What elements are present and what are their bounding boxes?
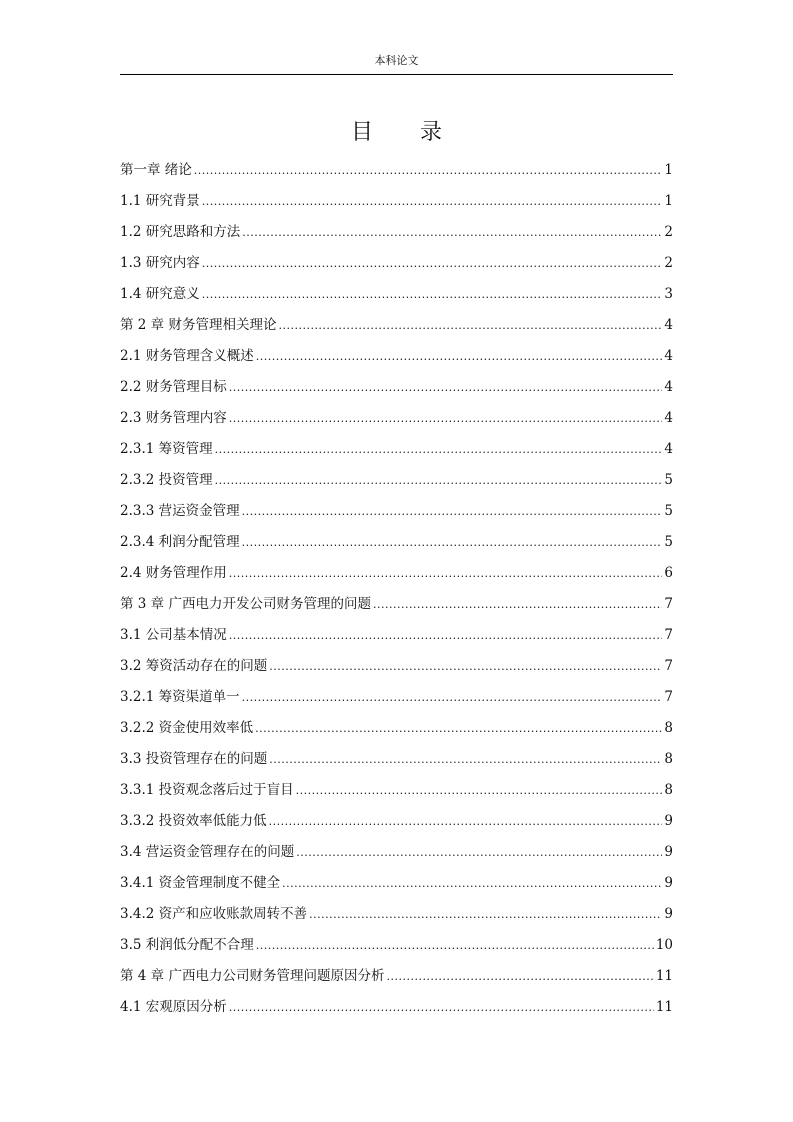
toc-entry[interactable] (120, 930, 673, 961)
dot-leader (278, 310, 662, 341)
toc-entry-label: 2.1 财务管理含义概述 (120, 348, 254, 364)
dot-leader (229, 620, 663, 651)
dot-leader (229, 403, 663, 434)
toc-entry-page-number: 8 (664, 782, 673, 798)
toc-entry-label: 3.1 公司基本情况 (120, 627, 227, 643)
dot-leader (229, 372, 663, 403)
toc-entry[interactable] (120, 868, 673, 899)
dot-leader (309, 899, 662, 930)
toc-entry[interactable] (120, 217, 673, 248)
dot-leader (242, 682, 663, 713)
toc-entry-label: 第一章 绪论 (120, 162, 192, 178)
toc-entry-label: 3.4.1 资金管理制度不健全 (120, 875, 281, 891)
dot-leader (202, 248, 663, 279)
dot-leader (202, 279, 663, 310)
toc-entry[interactable] (120, 186, 673, 217)
toc-entry[interactable] (120, 372, 673, 403)
toc-entry[interactable] (120, 496, 673, 527)
toc-entry-page-number: 9 (664, 813, 673, 829)
toc-entry-page-number: 9 (664, 844, 673, 860)
toc-entry[interactable] (120, 155, 673, 186)
dot-leader (269, 651, 662, 682)
toc-entry-page-number: 4 (664, 348, 673, 364)
toc-entry[interactable] (120, 775, 673, 806)
toc-entry-label: 3.2 筹资活动存在的问题 (120, 658, 268, 674)
toc-entry-page-number: 2 (664, 224, 673, 240)
dot-leader (282, 868, 662, 899)
toc-entry-page-number: 4 (664, 317, 673, 333)
toc-entry[interactable] (120, 961, 673, 992)
dot-leader (256, 341, 663, 372)
toc-entry-label: 1.1 研究背景 (120, 193, 200, 209)
toc-entry-label: 2.3.3 营运资金管理 (120, 503, 240, 519)
dot-leader (242, 217, 662, 248)
toc-entry-label: 1.2 研究思路和方法 (120, 224, 241, 240)
toc-entry-label: 第 3 章 广西电力开发公司财务管理的问题 (120, 596, 371, 612)
toc-entry[interactable] (120, 620, 673, 651)
toc-entry-page-number: 7 (664, 658, 673, 674)
dot-leader (215, 434, 663, 465)
toc-entry-page-number: 1 (664, 162, 673, 178)
toc-entry[interactable] (120, 806, 673, 837)
dot-leader (229, 992, 654, 1023)
toc-entry-page-number: 2 (664, 255, 673, 271)
toc-entry-label: 3.3.1 投资观念落后过于盲目 (120, 782, 294, 798)
toc-entry[interactable] (120, 310, 673, 341)
dot-leader (296, 837, 662, 868)
toc-entry-page-number: 9 (664, 906, 673, 922)
toc-entry-label: 1.4 研究意义 (120, 286, 200, 302)
toc-entry-label: 3.2.1 筹资渠道单一 (120, 689, 240, 705)
toc-entry-page-number: 10 (655, 937, 673, 953)
toc-entry-label: 3.5 利润低分配不合理 (120, 937, 254, 953)
toc-entry-page-number: 8 (664, 751, 673, 767)
toc-entry-label: 3.4.2 资产和应收账款周转不善 (120, 906, 308, 922)
toc-entry[interactable] (120, 899, 673, 930)
toc-entry-label: 第 4 章 广西电力公司财务管理问题原因分析 (120, 968, 385, 984)
toc-entry-page-number: 1 (664, 193, 673, 209)
toc-entry[interactable] (120, 248, 673, 279)
toc-entry-label: 2.4 财务管理作用 (120, 565, 227, 581)
dot-leader (255, 713, 662, 744)
toc-entry[interactable] (120, 744, 673, 775)
toc-entry-label: 2.2 财务管理目标 (120, 379, 227, 395)
dot-leader (242, 527, 663, 558)
toc-entry-label: 3.4 营运资金管理存在的问题 (120, 844, 295, 860)
toc-entry-page-number: 4 (664, 410, 673, 426)
toc-entry-label: 2.3.2 投资管理 (120, 472, 213, 488)
toc-entry-label: 1.3 研究内容 (120, 255, 200, 271)
dot-leader (373, 589, 662, 620)
toc-entry[interactable] (120, 465, 673, 496)
toc-entry-page-number: 5 (664, 472, 673, 488)
toc-entry-page-number: 8 (664, 720, 673, 736)
toc-title: 目 录 (351, 120, 462, 145)
toc-entry-label: 2.3.4 利润分配管理 (120, 534, 240, 550)
running-header-title: 本科论文 (374, 54, 419, 67)
toc-entry-page-number: 7 (664, 596, 673, 612)
toc-entry-page-number: 7 (664, 627, 673, 643)
toc-entry[interactable] (120, 651, 673, 682)
toc-entry-label: 2.3 财务管理内容 (120, 410, 227, 426)
toc-entry-label: 4.1 宏观原因分析 (120, 999, 227, 1015)
dot-leader (296, 775, 663, 806)
dot-leader (194, 155, 663, 186)
toc-entry-page-number: 4 (664, 379, 673, 395)
toc-entry-page-number: 3 (664, 286, 673, 302)
toc-entry[interactable] (120, 434, 673, 465)
dot-leader (256, 930, 654, 961)
toc-entry[interactable] (120, 527, 673, 558)
toc-entry[interactable] (120, 713, 673, 744)
dot-leader (202, 186, 663, 217)
toc-entry-page-number: 5 (664, 534, 673, 550)
toc-entry-page-number: 11 (655, 999, 673, 1015)
toc-entry-label: 3.2.2 资金使用效率低 (120, 720, 254, 736)
toc-entry-page-number: 4 (664, 441, 673, 457)
toc-entry[interactable] (120, 589, 673, 620)
toc-entry-label: 3.3.2 投资效率低能力低 (120, 813, 267, 829)
dot-leader (229, 558, 663, 589)
dot-leader (386, 961, 653, 992)
toc-entry[interactable] (120, 558, 673, 589)
toc-entry-label: 第 2 章 财务管理相关理论 (120, 317, 277, 333)
dot-leader (242, 496, 663, 527)
toc-entry[interactable] (120, 279, 673, 310)
table-of-contents (120, 155, 673, 1023)
toc-entry[interactable] (120, 682, 673, 713)
toc-entry-page-number: 11 (655, 968, 673, 984)
toc-entry-page-number: 7 (664, 689, 673, 705)
toc-entry-page-number: 9 (664, 875, 673, 891)
toc-entry-label: 2.3.1 筹资管理 (120, 441, 213, 457)
dot-leader (215, 465, 663, 496)
dot-leader (269, 806, 663, 837)
toc-entry[interactable] (120, 837, 673, 868)
toc-entry-page-number: 6 (664, 565, 673, 581)
toc-entry[interactable] (120, 403, 673, 434)
toc-entry-label: 3.3 投资管理存在的问题 (120, 751, 268, 767)
toc-entry[interactable] (120, 992, 673, 1023)
toc-entry[interactable] (120, 341, 673, 372)
dot-leader (269, 744, 662, 775)
toc-entry-page-number: 5 (664, 503, 673, 519)
running-header (120, 52, 673, 75)
